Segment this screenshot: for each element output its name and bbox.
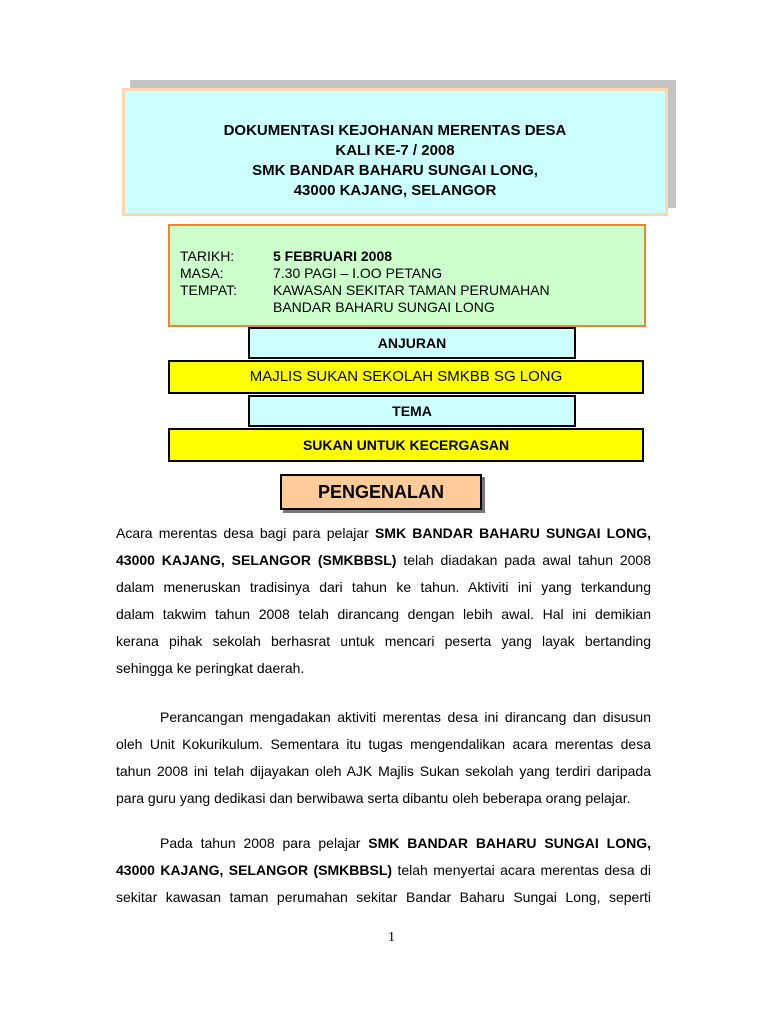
- tempat-label: TEMPAT:: [180, 282, 238, 298]
- tempat-value-1: KAWASAN SEKITAR TAMAN PERUMAHAN: [273, 282, 550, 298]
- anjuran-header: ANJURAN: [248, 327, 576, 359]
- tarikh-label: TARIKH:: [180, 248, 235, 264]
- tema-header: TEMA: [248, 395, 576, 427]
- paragraph-1: [116, 520, 651, 682]
- info-row-tarikh: [180, 248, 644, 265]
- paragraph-2: [116, 704, 651, 812]
- title-line-4: 43000 KAJANG, SELANGOR: [293, 182, 497, 199]
- info-row-tempat: [180, 282, 644, 299]
- event-info-box: [168, 224, 646, 327]
- info-row-masa: [180, 265, 644, 282]
- masa-value: 7.30 PAGI – I.OO PETANG: [273, 265, 443, 281]
- tempat-value-2: BANDAR BAHARU SUNGAI LONG: [273, 299, 495, 315]
- title-line-3: SMK BANDAR BAHARU SUNGAI LONG,: [252, 162, 538, 179]
- para2-line-2: oleh Unit Kokurikulum. Sementara itu tugas mengendalikan acara merentas desa: [116, 736, 651, 752]
- para1-line-2: 43000 KAJANG, SELANGOR (SMKBBSL) telah diadakan pada awal tahun 2008: [116, 552, 651, 568]
- page-number: 1: [388, 930, 395, 945]
- para1-line-3: dalam meneruskan tradisinya dari tahun ke tahun. Aktiviti ini yang terkandung: [116, 579, 651, 595]
- document-title-box: [122, 88, 668, 216]
- para1-line-5: kerana pihak sekolah berhasrat untuk mencari peserta yang layak bertanding: [116, 633, 651, 649]
- para1-line-4: dalam takwim tahun 2008 telah dirancang dengan lebih awal. Hal ini demikian: [116, 606, 651, 622]
- paragraph-3: [116, 830, 651, 911]
- title-line-1: DOKUMENTASI KEJOHANAN MERENTAS DESA: [223, 122, 567, 139]
- tarikh-value: 5 FEBRUARI 2008: [273, 248, 393, 264]
- section-heading-pengenalan: PENGENALAN: [280, 474, 482, 510]
- para3-line-1: Pada tahun 2008 para pelajar SMK BANDAR BAHARU SUNGAI LONG,: [160, 835, 651, 851]
- info-row-tempat-cont: [180, 299, 644, 316]
- para2-line-4: para guru yang dedikasi dan berwibawa serta dibantu oleh beberapa orang pelajar.: [116, 790, 631, 806]
- anjuran-value: MAJLIS SUKAN SEKOLAH SMKBB SG LONG: [168, 360, 644, 394]
- para1-line-6: sehingga ke peringkat daerah.: [116, 660, 305, 676]
- para2-line-3: tahun 2008 ini telah dijayakan oleh AJK Majlis Sukan sekolah yang terdiri daripada: [116, 763, 651, 779]
- masa-label: MASA:: [180, 265, 224, 281]
- para2-line-1: Perancangan mengadakan aktiviti merentas desa ini dirancang dan disusun: [160, 709, 651, 725]
- para3-line-3: sekitar kawasan taman perumahan sekitar Bandar Baharu Sungai Long, seperti: [116, 889, 651, 905]
- para3-line-2: 43000 KAJANG, SELANGOR (SMKBBSL) telah menyertai acara merentas desa di: [116, 862, 651, 878]
- para1-line-1: Acara merentas desa bagi para pelajar SMK BANDAR BAHARU SUNGAI LONG,: [116, 525, 651, 541]
- tema-value: SUKAN UNTUK KECERGASAN: [168, 428, 644, 462]
- title-line-2: KALI KE-7 / 2008: [335, 142, 455, 159]
